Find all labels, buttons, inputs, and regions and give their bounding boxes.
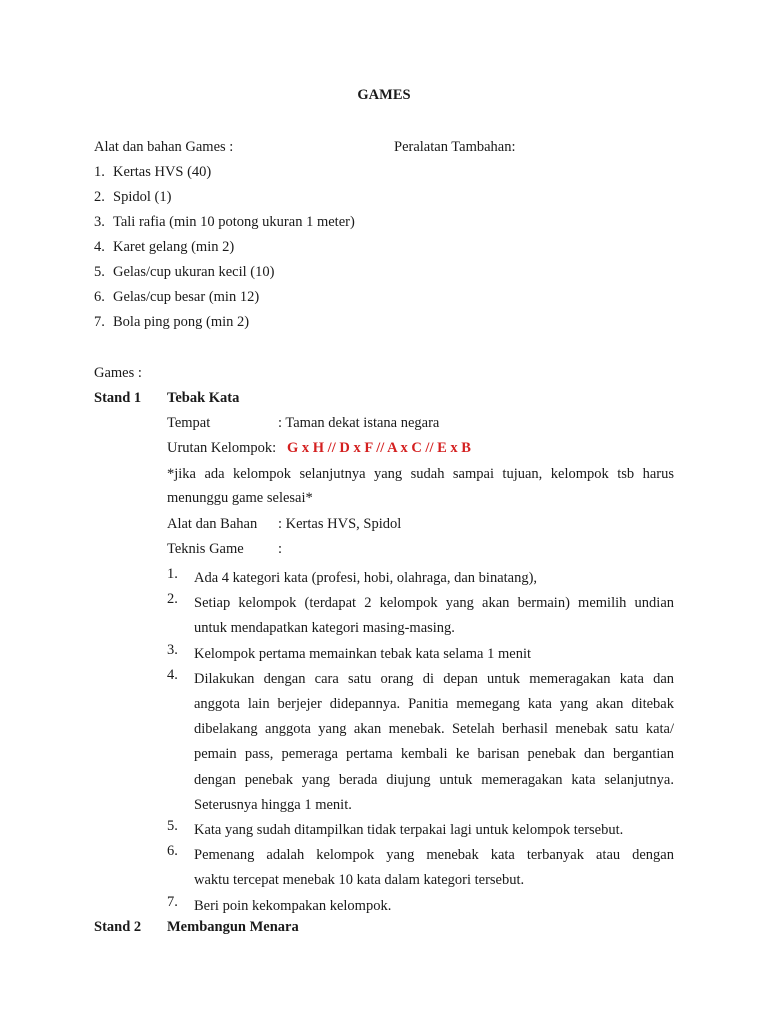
step-text-line: dengan penebak yang berada diujung untuk memeragakan kata selanjutnya. [194, 771, 674, 788]
step-text-line: anggota lain berjejer didepannya. Panitia memegang kata yang akan ditebak [194, 696, 674, 712]
step-text-line: dibelakang anggota yang akan menebak. Setelah berhasil menebak satu kata/ [194, 721, 674, 738]
step-number: 3. [167, 641, 178, 658]
tool-item-text: Spidol (1) [113, 189, 172, 205]
tool-item-text: Karet gelang (min 2) [113, 239, 235, 255]
step-text-line: Seterusnya hingga 1 menit. [194, 796, 352, 813]
step-number: 4. [167, 666, 178, 683]
step-text-line: Dilakukan dengan cara satu orang di depan untuk memeragakan kata dan [194, 670, 674, 687]
note-line-1: *jika ada kelompok selanjutnya yang sudah sampai tujuan, kelompok tsb harus [167, 466, 674, 482]
step-number: 6. [167, 843, 178, 860]
stand2-label: Stand 2 [94, 919, 142, 935]
tools-header: Alat dan bahan Games : [94, 139, 234, 155]
tempat-value: : Taman dekat istana negara [278, 415, 440, 431]
tool-item-text: Tali rafia (min 10 potong ukuran 1 meter) [113, 214, 355, 230]
tool-item-number: 7. [94, 314, 105, 330]
step-text-line: Kelompok pertama memainkan tebak kata selama 1 menit [194, 645, 532, 662]
tool-item-number: 4. [94, 239, 105, 255]
tool-item-text: Bola ping pong (min 2) [113, 314, 250, 330]
step-number: 7. [167, 893, 178, 910]
step-text-line: Kata yang sudah ditampilkan tidak terpakai lagi untuk kelompok tersebut. [194, 822, 624, 838]
tool-item-text: Kertas HVS (40) [113, 164, 212, 180]
step-number: 5. [167, 818, 178, 834]
step-text-line: waktu tercepat menebak 10 kata dalam kategori tersebut. [194, 872, 525, 889]
teknis-label: Teknis Game [167, 541, 244, 557]
alat-label: Alat dan Bahan [167, 516, 258, 532]
step-text-line: Pemenang adalah kelompok yang menebak kata terbanyak atau dengan [194, 847, 674, 864]
urutan-value: G x H // D x F // A x C // E x B [287, 440, 471, 456]
tool-item-number: 6. [94, 289, 105, 305]
note-line-2: menunggu game selesai* [167, 490, 313, 506]
step-number: 1. [167, 566, 178, 582]
tool-item-number: 3. [94, 214, 105, 230]
games-label: Games : [94, 365, 142, 381]
urutan-label: Urutan Kelompok: [167, 440, 277, 456]
tempat-label: Tempat [167, 415, 211, 431]
teknis-colon: : [278, 541, 283, 557]
step-text-line: pemain pass, pemeraga pertama kembali ke barisan penebak dan bergantian [194, 746, 674, 763]
extra-tools-header: Peralatan Tambahan: [394, 139, 516, 155]
step-text-line: Ada 4 kategori kata (profesi, hobi, olahraga, dan binatang), [194, 570, 538, 586]
tool-item-text: Gelas/cup ukuran kecil (10) [113, 264, 275, 280]
stand2-name: Membangun Menara [167, 919, 299, 935]
tool-item-number: 1. [94, 164, 105, 180]
document-title: GAMES [357, 87, 411, 103]
step-number: 2. [167, 591, 178, 608]
tool-item-number: 5. [94, 264, 105, 280]
tool-item-number: 2. [94, 189, 105, 205]
stand1-label: Stand 1 [94, 390, 142, 406]
tool-item-text: Gelas/cup besar (min 12) [113, 289, 260, 305]
alat-value: : Kertas HVS, Spidol [278, 516, 402, 532]
stand1-name: Tebak Kata [167, 390, 240, 406]
step-text-line: Setiap kelompok (terdapat 2 kelompok yang akan bermain) memilih undian [194, 595, 674, 612]
step-text-line: Beri poin kekompakan kelompok. [194, 897, 392, 914]
step-text-line: untuk mendapatkan kategori masing-masing. [194, 620, 455, 637]
